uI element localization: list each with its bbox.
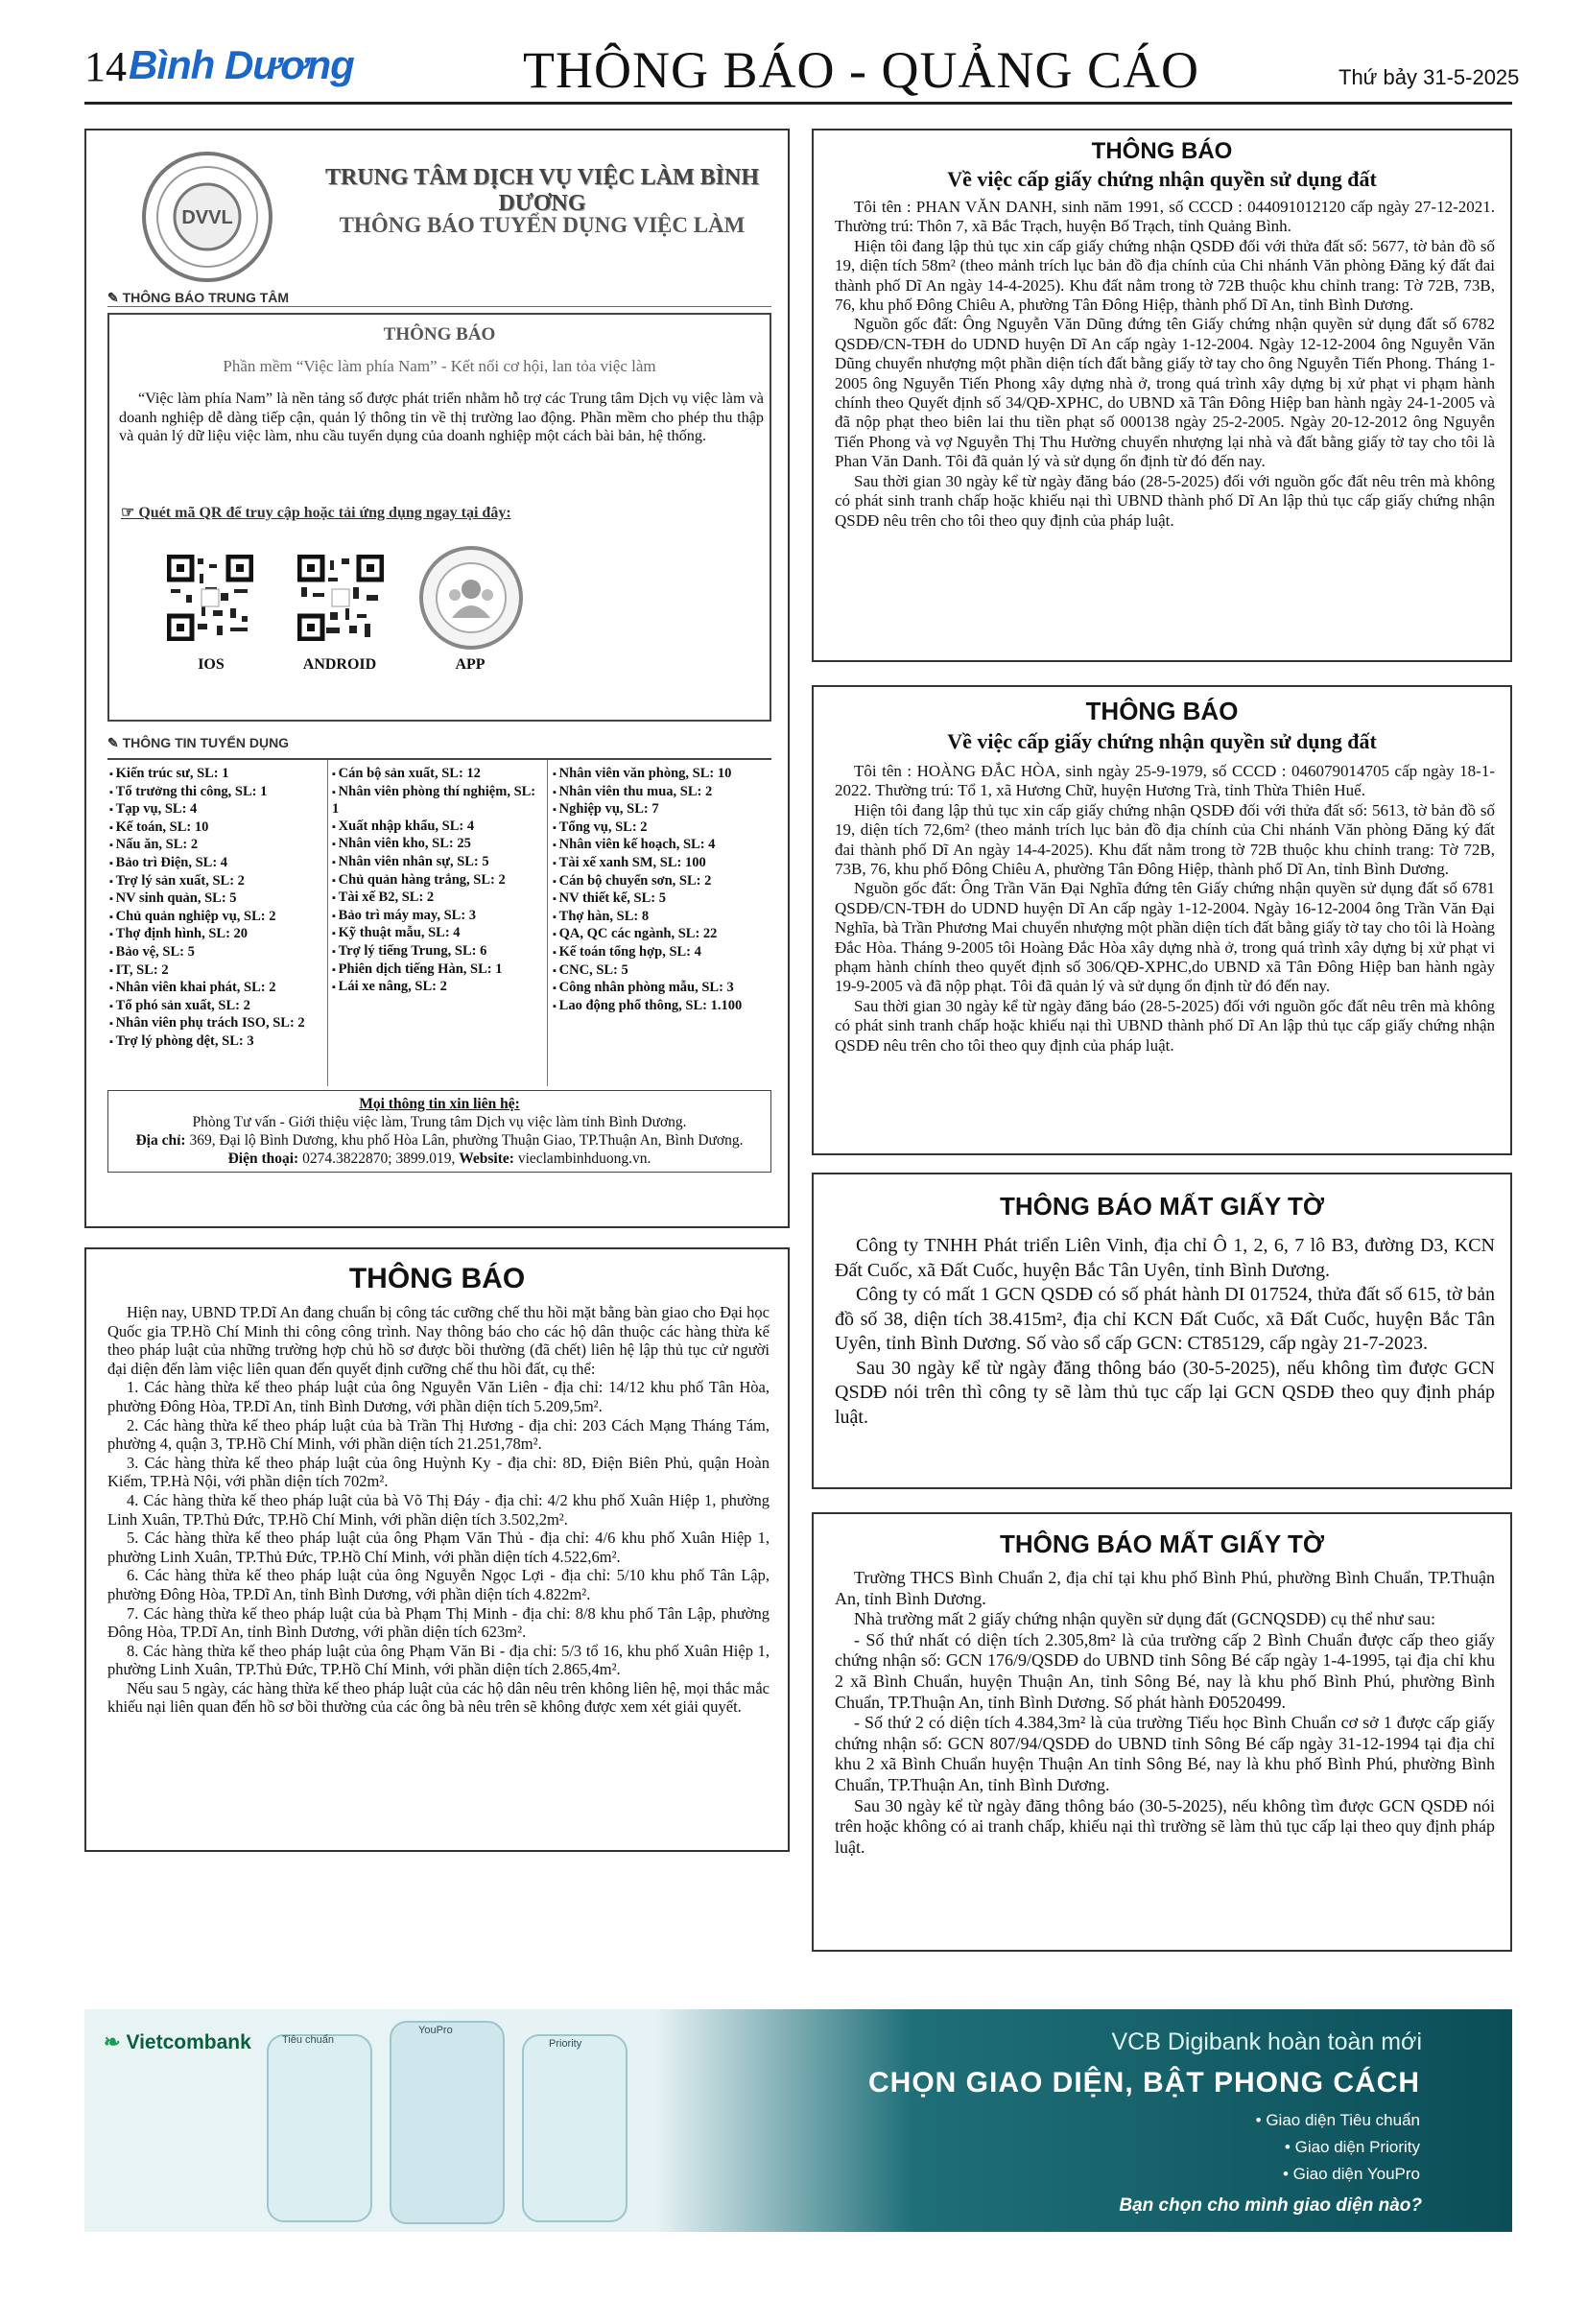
paragraph: 3. Các hàng thừa kế theo pháp luật của ông Huỳnh Ky - địa chỉ: 8D, Điện Biên Phủ, quận Hoàn Kiếm, TP.Hà Nội, với phần diện tích 702m². bbox=[107, 1453, 770, 1491]
phone-label: YouPro bbox=[418, 2025, 453, 2036]
paragraph: Trường THCS Bình Chuẩn 2, địa chỉ tại khu phố Bình Phú, phường Bình Chuẩn, TP.Thuận An, tỉnh Bình Dương. bbox=[835, 1568, 1495, 1608]
center-announcement bbox=[107, 313, 771, 722]
paragraph: Tôi tên : PHAN VĂN DANH, sinh năm 1991, số CCCD : 044091012120 cấp ngày 27-12-2021. Thường trú: Thôn 7, xã Bắc Trạch, huyện Bố Trạch, tỉnh Quảng Bình. bbox=[835, 198, 1495, 236]
issue-date: Thứ bảy 31-5-2025 bbox=[1338, 65, 1520, 89]
notice-phan-van-danh bbox=[812, 129, 1512, 662]
notice-body bbox=[107, 1303, 770, 1717]
job-item: ▪ Nhân viên khai phát, SL: 2 bbox=[109, 980, 325, 998]
job-item: ▪ Phiên dịch tiếng Hàn, SL: 1 bbox=[332, 961, 543, 980]
ad-question: Bạn chọn cho mình giao diện nào? bbox=[1119, 2195, 1422, 2216]
paragraph: Nguồn gốc đất: Ông Nguyễn Văn Dũng đứng tên Giấy chứng nhận quyền sử dụng đất số 6782 QSDĐ/CN-TĐH do UDND huyện Dĩ An cấp ngày 1-12-2004. Ngày 12-12-2004 ông Nguyễn Văn Dũng chuyển nhượng một phần diện tích đất bằng giấy tờ tay cho ông Nguyễn Tiến Phong. Tháng 1-2005 ông Nguyễn Tiến Phong xây dựng nhà ở, trong quá trình xây dựng bị xử phạt vi phạm hành chính theo Quyết định số 34/QĐ-XPHC, do UBND xã Tân Đông Hiệp ban hành ngày 24-1-2005 và đã nộp phạt theo biên lai thu tiền phạt số 000138 ngày 25-2-2005. Ngày 20-12-2012 ông Nguyễn Tiến Phong và vợ Nguyễn Thị Thu Hường chuyển nhượng lại nhà và đất bằng giấy tờ tay cho tôi là Phan Văn Danh. Tôi đã quản lý và sử dụng ổn định từ đó đến nay. bbox=[835, 315, 1495, 471]
notice-title: THÔNG BÁO bbox=[348, 1263, 526, 1294]
job-item: ▪ Nghiệp vụ, SL: 7 bbox=[553, 801, 768, 819]
pin-icon: ✎ bbox=[107, 290, 123, 305]
qr-code-ios[interactable] bbox=[167, 555, 253, 641]
job-item: ▪ Tổ trưởng thi công, SL: 1 bbox=[109, 784, 325, 802]
qr-label-ios: IOS bbox=[198, 656, 225, 673]
job-item: ▪ Nhân viên văn phòng, SL: 10 bbox=[553, 766, 768, 784]
notice-title: THÔNG BÁO MẤT GIẤY TỜ bbox=[999, 1192, 1325, 1221]
job-item: ▪ Chủ quản hàng trắng, SL: 2 bbox=[332, 872, 543, 890]
notice-dian bbox=[84, 1247, 790, 1852]
paragraph: Sau thời gian 30 ngày kể từ ngày đăng báo (28-5-2025) đối với nguồn gốc đất nêu trên mà không có phát sinh tranh chấp hoặc khiếu nại thì UBND thành phố Dĩ An lập thủ tục cấp giấy chứng nhận QSDĐ nêu trên cho tôi theo quy định của pháp luật. bbox=[835, 996, 1495, 1055]
paragraph: Sau 30 ngày kể từ ngày đăng thông báo (30-5-2025), nếu không tìm được GCN QSDĐ nói trên thì công ty sẽ làm thủ tục cấp lại GCN QSDĐ theo quy định pháp luật. bbox=[835, 1357, 1495, 1428]
job-item: ▪ Bảo vệ, SL: 5 bbox=[109, 944, 325, 962]
paragraph: 5. Các hàng thừa kế theo pháp luật của ông Phạm Văn Thủ - địa chỉ: 4/6 khu phố Xuân Hiệp 1, phường Linh Xuân, TP.Thủ Đức, TP.Hồ Chí Minh, với phần diện tích 4.522,6m². bbox=[107, 1529, 770, 1566]
inner-slogan: Phần mềm “Việc làm phía Nam” - Kết nối cơ hội, lan tỏa việc làm bbox=[223, 357, 656, 375]
phone-mockup bbox=[390, 2021, 505, 2224]
paragraph: Hiện tôi đang lập thủ tục xin cấp giấy chứng nhận QSDĐ đối với thửa đất số: 5613, tờ bản đồ số 19, diện tích 72,6m² (theo mảnh trích lục bản đồ địa chính của Chi nhánh Văn phòng Đăng ký đất đai thành phố Dĩ An ngày 14-4-2025). Khu đất nằm trong tờ 72B thuộc khu chỉnh trang: Tờ 72B, 73B, 76, khu phố Đông Chiêu A, phường Tân Đông Hiệp, thành phố Dĩ An, tỉnh Bình Dương. bbox=[835, 800, 1495, 879]
job-item: ▪ Nhân viên phòng thí nghiệm, SL: 1 bbox=[332, 784, 543, 818]
paragraph: - Số thứ 2 có diện tích 4.384,3m² là của trường Tiểu học Bình Chuẩn cơ sở 1 được cấp giấy chứng nhận số: GCN 807/94/QSDĐ do UBND tỉnh Sông Bé cấp ngày 31-12-1994 tại địa chỉ khu 2 xã Bình Chuẩn huyện Thuận An tỉnh Sông Bé, nay là khu phố Bình Phú, phường Bình Chuẩn, TP.Thuận An, tỉnh Bình Dương. bbox=[835, 1713, 1495, 1794]
job-item: ▪ Kế toán, SL: 10 bbox=[109, 819, 325, 838]
phone-label: Priority bbox=[549, 2038, 582, 2050]
job-item: ▪ Tài xế xanh SM, SL: 100 bbox=[553, 855, 768, 873]
section-heading-center: ✎ THÔNG BÁO TRUNG TÂM bbox=[107, 290, 290, 305]
contact-info bbox=[107, 1090, 771, 1173]
paragraph: Nếu sau 5 ngày, các hàng thừa kế theo pháp luật của các hộ dân nêu trên không liên hệ, mọi thắc mắc khiếu nại liên quan đến hồ sơ bồi thường của các ông bà nêu trên sẽ không được xem xét giải quyết. bbox=[107, 1678, 770, 1717]
notice-body bbox=[835, 198, 1495, 531]
job-item: ▪ Cán bộ sản xuất, SL: 12 bbox=[332, 766, 543, 784]
paragraph: Nguồn gốc đất: Ông Trần Văn Đại Nghĩa đứng tên Giấy chứng nhận quyền sử dụng đất số 6781 QSDĐ/CN-TĐH do UDND huyện Dĩ An cấp ngày 1-12-2004. Ngày 16-12-2004 ông Trần Văn Đại Nghĩa, bà Trần Phương Mai chuyển nhượng một phần diện tích đất bằng giấy tờ tay cho tôi là Hoàng Đắc Hòa. Tháng 9-2005 tôi Hoàng Đắc Hòa xây dựng nhà ở, trong quá trình xây dựng bị xử phạt vi phạm hành chính theo quyết định số 306/QĐ-XPHC,do UBND xã Tân Đông Hiệp ban hành ngày 19-9-2005 và đã nộp phạt. Tôi đã quản lý và sử dụng ổn định từ đó đến nay. bbox=[835, 879, 1495, 996]
qr-label-android: ANDROID bbox=[302, 656, 377, 673]
inner-title: THÔNG BÁO bbox=[383, 324, 496, 344]
notice-subtitle: Về việc cấp giấy chứng nhận quyền sử dụng đất bbox=[947, 167, 1377, 191]
org-subtitle: THÔNG BÁO TUYỂN DỤNG VIỆC LÀM bbox=[339, 213, 746, 237]
contact-line: Phòng Tư vấn - Giới thiệu việc làm, Trung tâm Dịch vụ việc làm tỉnh Bình Dương. bbox=[192, 1114, 687, 1130]
paragraph: Công ty có mất 1 GCN QSDĐ có số phát hành DI 017524, thửa đất số 615, tờ bản đồ số 38, diện tích 38.415m², địa chỉ KCN Đất Cuốc, xã Đất Cuốc, huyện Bắc Tân Uyên, tỉnh Bình Dương. Số vào sổ cấp GCN: CT85129, cấp ngày 21-7-2023. bbox=[835, 1284, 1495, 1354]
website-link[interactable]: vieclambinhduong.vn. bbox=[513, 1150, 651, 1167]
phone-mockup bbox=[267, 2034, 372, 2222]
contact-address: Địa chỉ: 369, Đại lộ Bình Dương, khu phố Hòa Lân, phường Thuận Giao, TP.Thuận An, Bình Dương. bbox=[135, 1132, 744, 1149]
phone-label: Tiêu chuẩn bbox=[282, 2034, 335, 2046]
header-rule bbox=[84, 102, 1512, 105]
job-item: ▪ NV sinh quản, SL: 5 bbox=[109, 890, 325, 909]
paragraph: 4. Các hàng thừa kế theo pháp luật của bà Võ Thị Đáy - địa chỉ: 4/2 khu phố Xuân Hiệp 1, phường Linh Xuân, TP.Thủ Đức, TP.Hồ Chí Minh, với phần diện tích 3.502,2m². bbox=[107, 1490, 770, 1529]
jobs-column-3 bbox=[553, 766, 768, 1015]
vcb-leaf-icon: ❧ bbox=[104, 2031, 127, 2053]
job-item: ▪ Kiến trúc sư, SL: 1 bbox=[109, 766, 325, 784]
job-item: ▪ Nhân viên kho, SL: 25 bbox=[332, 836, 543, 854]
phone-mockup bbox=[522, 2034, 628, 2222]
paragraph: 8. Các hàng thừa kế theo pháp luật của ông Phạm Văn Bi - địa chỉ: 5/3 tổ 16, khu phố Xuân Hiệp 1, phường Linh Xuân, TP.Thủ Đức, TP.Hồ Chí Minh, với phần diện tích 2.865,4m². bbox=[107, 1641, 770, 1679]
job-item: ▪ Trợ lý tiếng Trung, SL: 6 bbox=[332, 943, 543, 961]
ad-tagline: CHỌN GIAO DIỆN, BẬT PHONG CÁCH bbox=[867, 2067, 1420, 2099]
paragraph: Hiện tôi đang lập thủ tục xin cấp giấy chứng nhận QSDĐ đối với thửa đất số: 5677, tờ bản đồ số 19, diện tích 58m² (theo mảnh trích lục bản đồ địa chính của Chi nhánh Văn phòng Đăng ký đất đai thành phố Dĩ An ngày 14-4-2025). Khu đất nằm trong tờ 72B thuộc khu chỉnh trang: Tờ 72B, 73B, 76, khu phố Đông Chiêu A, phường Tân Đông Hiệp, thành phố Dĩ An, tỉnh Bình Dương. bbox=[835, 236, 1495, 315]
paragraph: Hiện nay, UBND TP.Dĩ An đang chuẩn bị công tác cưỡng chế thu hồi mặt bằng bàn giao cho Đại học Quốc gia TP.Hồ Chí Minh thi công công trình. Nay thông báo cho các hộ dân thuộc các hàng thừa kế theo pháp luật của những trường hợp chủ hồ sơ được bồi thường (đã chết) liên hệ lập thủ tục cử người đại diện đến làm việc liên quan đến quyết định cưỡng chế thu hồi đất, cụ thể: bbox=[107, 1303, 770, 1378]
notice-body bbox=[835, 762, 1495, 1055]
job-item: ▪ Tạp vụ, SL: 4 bbox=[109, 801, 325, 819]
job-item: ▪ IT, SL: 2 bbox=[109, 962, 325, 981]
notice-lost-binh-chuan bbox=[812, 1512, 1512, 1952]
job-item: ▪ Tổng vụ, SL: 2 bbox=[553, 819, 768, 838]
app-logo-seal[interactable] bbox=[418, 545, 524, 651]
job-listings bbox=[107, 758, 771, 1084]
page-number: 14 bbox=[84, 43, 127, 90]
notice-title: THÔNG BÁO bbox=[1091, 138, 1233, 164]
section-title: THÔNG BÁO - QUẢNG CÁO bbox=[523, 41, 1199, 99]
ad-bullet: • Giao diện Priority bbox=[1284, 2138, 1420, 2156]
job-item: ▪ Thợ định hình, SL: 20 bbox=[109, 926, 325, 944]
contact-title: Mọi thông tin xin liên hệ: bbox=[359, 1096, 520, 1112]
paragraph: Nhà trường mất 2 giấy chứng nhận quyền sử dụng đất (GCNQSDĐ) cụ thể như sau: bbox=[854, 1609, 1435, 1629]
job-item: ▪ Trợ lý phòng dệt, SL: 3 bbox=[109, 1033, 325, 1052]
notice-title: THÔNG BÁO MẤT GIẤY TỜ bbox=[999, 1530, 1325, 1558]
paragraph: 2. Các hàng thừa kế theo pháp luật của bà Trần Thị Hương - địa chỉ: 203 Cách Mạng Tháng Tám, phường 4, quận 3, TP.Hồ Chí Minh, với phần diện tích 21.251,78m². bbox=[107, 1415, 770, 1454]
logo-text: DVVL bbox=[181, 207, 233, 228]
job-item: ▪ CNC, SL: 5 bbox=[553, 962, 768, 981]
contact-phone-web: Điện thoại: 0274.3822870; 3899.019, Website: vieclambinhduong.vn. bbox=[227, 1150, 651, 1167]
qr-code-android[interactable] bbox=[297, 555, 384, 641]
job-item: ▪ Nấu ăn, SL: 2 bbox=[109, 837, 325, 855]
notice-body bbox=[835, 1568, 1495, 1858]
job-item: ▪ Bảo trì Điện, SL: 4 bbox=[109, 855, 325, 873]
recruitment-notice bbox=[84, 129, 790, 1228]
ad-bullet: • Giao diện YouPro bbox=[1282, 2165, 1420, 2183]
job-item: ▪ Cán bộ chuyển sơn, SL: 2 bbox=[553, 873, 768, 891]
inner-body: “Việc làm phía Nam” là nền tảng số được phát triển nhằm hỗ trợ các Trung tâm Dịch vụ việc làm và doanh nghiệp dễ dàng tiếp cận, quản lý thông tin về thị trường lao động. Phần mềm cho phép thu thập và quản lý dữ liệu việc làm, nhu cầu tuyển dụng của doanh nghiệp một cách bài bản, hệ thống. bbox=[119, 390, 764, 444]
notice-hoang-dac-hoa bbox=[812, 685, 1512, 1155]
newspaper-brand: Bình Dương bbox=[129, 42, 354, 87]
notice-lost-lien-vinh bbox=[812, 1173, 1512, 1489]
job-item: ▪ Bảo trì máy may, SL: 3 bbox=[332, 908, 543, 926]
paragraph: 1. Các hàng thừa kế theo pháp luật của ông Nguyễn Văn Liên - địa chỉ: 14/12 khu phố Tân Hòa, phường Đông Hòa, TP.Dĩ An, tỉnh Bình Dương, với phần diện tích 5.209,5m². bbox=[107, 1378, 770, 1415]
job-item: ▪ Nhân viên nhân sự, SL: 5 bbox=[332, 854, 543, 872]
qr-cta: ☞ Quét mã QR để truy cập hoặc tải ứng dụng ngay tại đây: bbox=[121, 505, 511, 521]
vietcombank-ad[interactable] bbox=[84, 2009, 1512, 2232]
job-item: ▪ Tài xế B2, SL: 2 bbox=[332, 889, 543, 908]
job-item: ▪ Lái xe nâng, SL: 2 bbox=[332, 979, 543, 997]
pin-icon: ✎ bbox=[107, 735, 123, 750]
col-divider bbox=[547, 760, 548, 1086]
ad-bullet: • Giao diện Tiêu chuẩn bbox=[1255, 2111, 1420, 2129]
org-name: TRUNG TÂM DỊCH VỤ VIỆC LÀM BÌNH DƯƠNG bbox=[324, 165, 760, 216]
job-item: ▪ Nhân viên thu mua, SL: 2 bbox=[553, 784, 768, 802]
jobs-column-1 bbox=[109, 766, 325, 1052]
job-item: ▪ Kỹ thuật mẫu, SL: 4 bbox=[332, 925, 543, 943]
job-item: ▪ Công nhân phòng mẫu, SL: 3 bbox=[553, 980, 768, 998]
paragraph: - Số thứ nhất có diện tích 2.305,8m² là của trường cấp 2 Bình Chuẩn được cấp theo giấy chứng nhận số: GCN 176/9/QSDĐ do UBND tỉnh Sông Bé cấp ngày 1-4-1995, tại địa chỉ khu 2 xã Bình Chuẩn, huyện Thuận An, tỉnh Sông Bé, nay là khu phố Bình Phú, phường Bình Chuẩn, TP.Thuận An, tỉnh Bình Dương. Số phát hành Đ0520499. bbox=[835, 1629, 1495, 1712]
paragraph: Sau thời gian 30 ngày kể từ ngày đăng báo (28-5-2025) đối với nguồn gốc đất nêu trên mà không có phát sinh tranh chấp hoặc khiếu nại thì UBND thành phố Dĩ An lập thủ tục cấp giấy chứng nhận QSDĐ nêu trên cho tôi theo quy định của pháp luật. bbox=[835, 471, 1495, 530]
qr-label-app: APP bbox=[455, 656, 486, 673]
job-item: ▪ QA, QC các ngành, SL: 22 bbox=[553, 926, 768, 944]
paragraph: Sau 30 ngày kể từ ngày đăng thông báo (30-5-2025), nếu không tìm được GCN QSDĐ nói trên hoặc không có ai tranh chấp, khiếu nại thì trường sẽ làm thủ tục cấp lại theo quy định pháp luật. bbox=[835, 1795, 1495, 1857]
notice-title: THÔNG BÁO bbox=[1085, 697, 1239, 725]
col-divider bbox=[327, 760, 328, 1086]
job-item: ▪ Nhân viên kế hoạch, SL: 4 bbox=[553, 837, 768, 855]
job-item: ▪ NV thiết kế, SL: 5 bbox=[553, 890, 768, 909]
dvvl-logo bbox=[140, 150, 274, 284]
ad-headline: VCB Digibank hoàn toàn mới bbox=[1111, 2028, 1422, 2055]
notice-body bbox=[835, 1234, 1495, 1430]
job-item: ▪ Kế toán tổng hợp, SL: 4 bbox=[553, 944, 768, 962]
paragraph: Công ty TNHH Phát triển Liên Vinh, địa chỉ Ô 1, 2, 6, 7 lô B3, đường D3, KCN Đất Cuốc, xã Đất Cuốc, huyện Bắc Tân Uyên, tỉnh Bình Dương. bbox=[835, 1235, 1495, 1281]
job-item: ▪ Lao động phổ thông, SL: 1.100 bbox=[553, 998, 768, 1016]
divider bbox=[107, 306, 771, 307]
section-heading-jobs: ✎ THÔNG TIN TUYỂN DỤNG bbox=[107, 735, 290, 750]
paragraph: 7. Các hàng thừa kế theo pháp luật của bà Phạm Thị Minh - địa chỉ: 8/8 khu phố Tân Lập, phường Đông Hòa, TP.Dĩ An, tỉnh Bình Dương, với phần diện tích 623m². bbox=[107, 1603, 770, 1642]
job-item: ▪ Chủ quản nghiệp vụ, SL: 2 bbox=[109, 909, 325, 927]
job-item: ▪ Nhân viên phụ trách ISO, SL: 2 bbox=[109, 1015, 325, 1033]
jobs-column-2 bbox=[332, 766, 543, 997]
job-item: ▪ Xuất nhập khẩu, SL: 4 bbox=[332, 818, 543, 837]
notice-subtitle: Về việc cấp giấy chứng nhận quyền sử dụng đất bbox=[947, 729, 1377, 753]
job-item: ▪ Trợ lý sản xuất, SL: 2 bbox=[109, 873, 325, 891]
paragraph: 6. Các hàng thừa kế theo pháp luật của ông Nguyễn Ngọc Lợi - địa chỉ: 5/10 khu phố Tân Lập, phường Đông Hòa, TP.Dĩ An, tỉnh Bình Dương, với phần diện tích 4.822m². bbox=[107, 1566, 770, 1603]
vietcombank-logo: ❧ Vietcombank bbox=[104, 2031, 251, 2053]
job-item: ▪ Tổ phó sản xuất, SL: 2 bbox=[109, 998, 325, 1016]
job-item: ▪ Thợ hàn, SL: 8 bbox=[553, 909, 768, 927]
paragraph: Tôi tên : HOÀNG ĐẮC HÒA, sinh ngày 25-9-1979, số CCCD : 046079014705 cấp ngày 18-1-2022. Thường trú: Tổ 1, xã Hương Chữ, huyện Hương Trà, tỉnh Thừa Thiên Huế. bbox=[835, 762, 1495, 800]
